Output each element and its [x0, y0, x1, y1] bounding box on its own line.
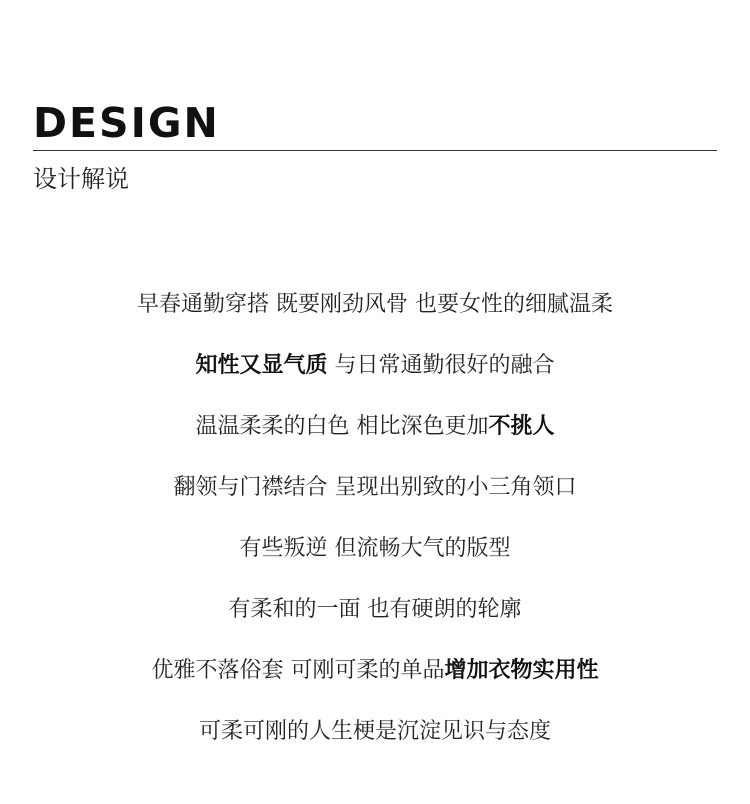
line-bold-text: 增加衣物实用性 — [444, 658, 599, 683]
line-text: 与日常通勤很好的融合 — [327, 353, 555, 378]
description-line-6 — [0, 592, 750, 628]
description-line-1 — [0, 287, 750, 323]
page-subtitle: 设计解说 — [33, 165, 129, 193]
description-line-8 — [0, 714, 750, 750]
line-text: 翻领与门襟结合 呈现出别致的小三角领口 — [173, 475, 577, 500]
description-line-4 — [0, 470, 750, 506]
description-line-3 — [0, 409, 750, 445]
description-line-5 — [0, 531, 750, 567]
line-text: 可柔可刚的人生梗是沉淀见识与态度 — [198, 719, 551, 744]
description-line-2 — [0, 348, 750, 384]
description-line-7 — [0, 653, 750, 689]
line-text: 有些叛逆 但流畅大气的版型 — [239, 536, 511, 561]
line-text: 温温柔柔的白色 相比深色更加 — [195, 414, 489, 439]
page-title: DESIGN — [33, 99, 220, 147]
line-text: 有柔和的一面 也有硬朗的轮廓 — [228, 597, 522, 622]
header — [33, 98, 717, 193]
line-text: 早春通勤穿搭 既要刚劲风骨 也要女性的细腻温柔 — [137, 292, 613, 317]
line-text: 优雅不落俗套 可刚可柔的单品 — [151, 658, 445, 683]
line-bold-text: 不挑人 — [488, 414, 555, 439]
title-divider — [33, 150, 717, 151]
line-bold-text: 知性又显气质 — [195, 353, 328, 378]
